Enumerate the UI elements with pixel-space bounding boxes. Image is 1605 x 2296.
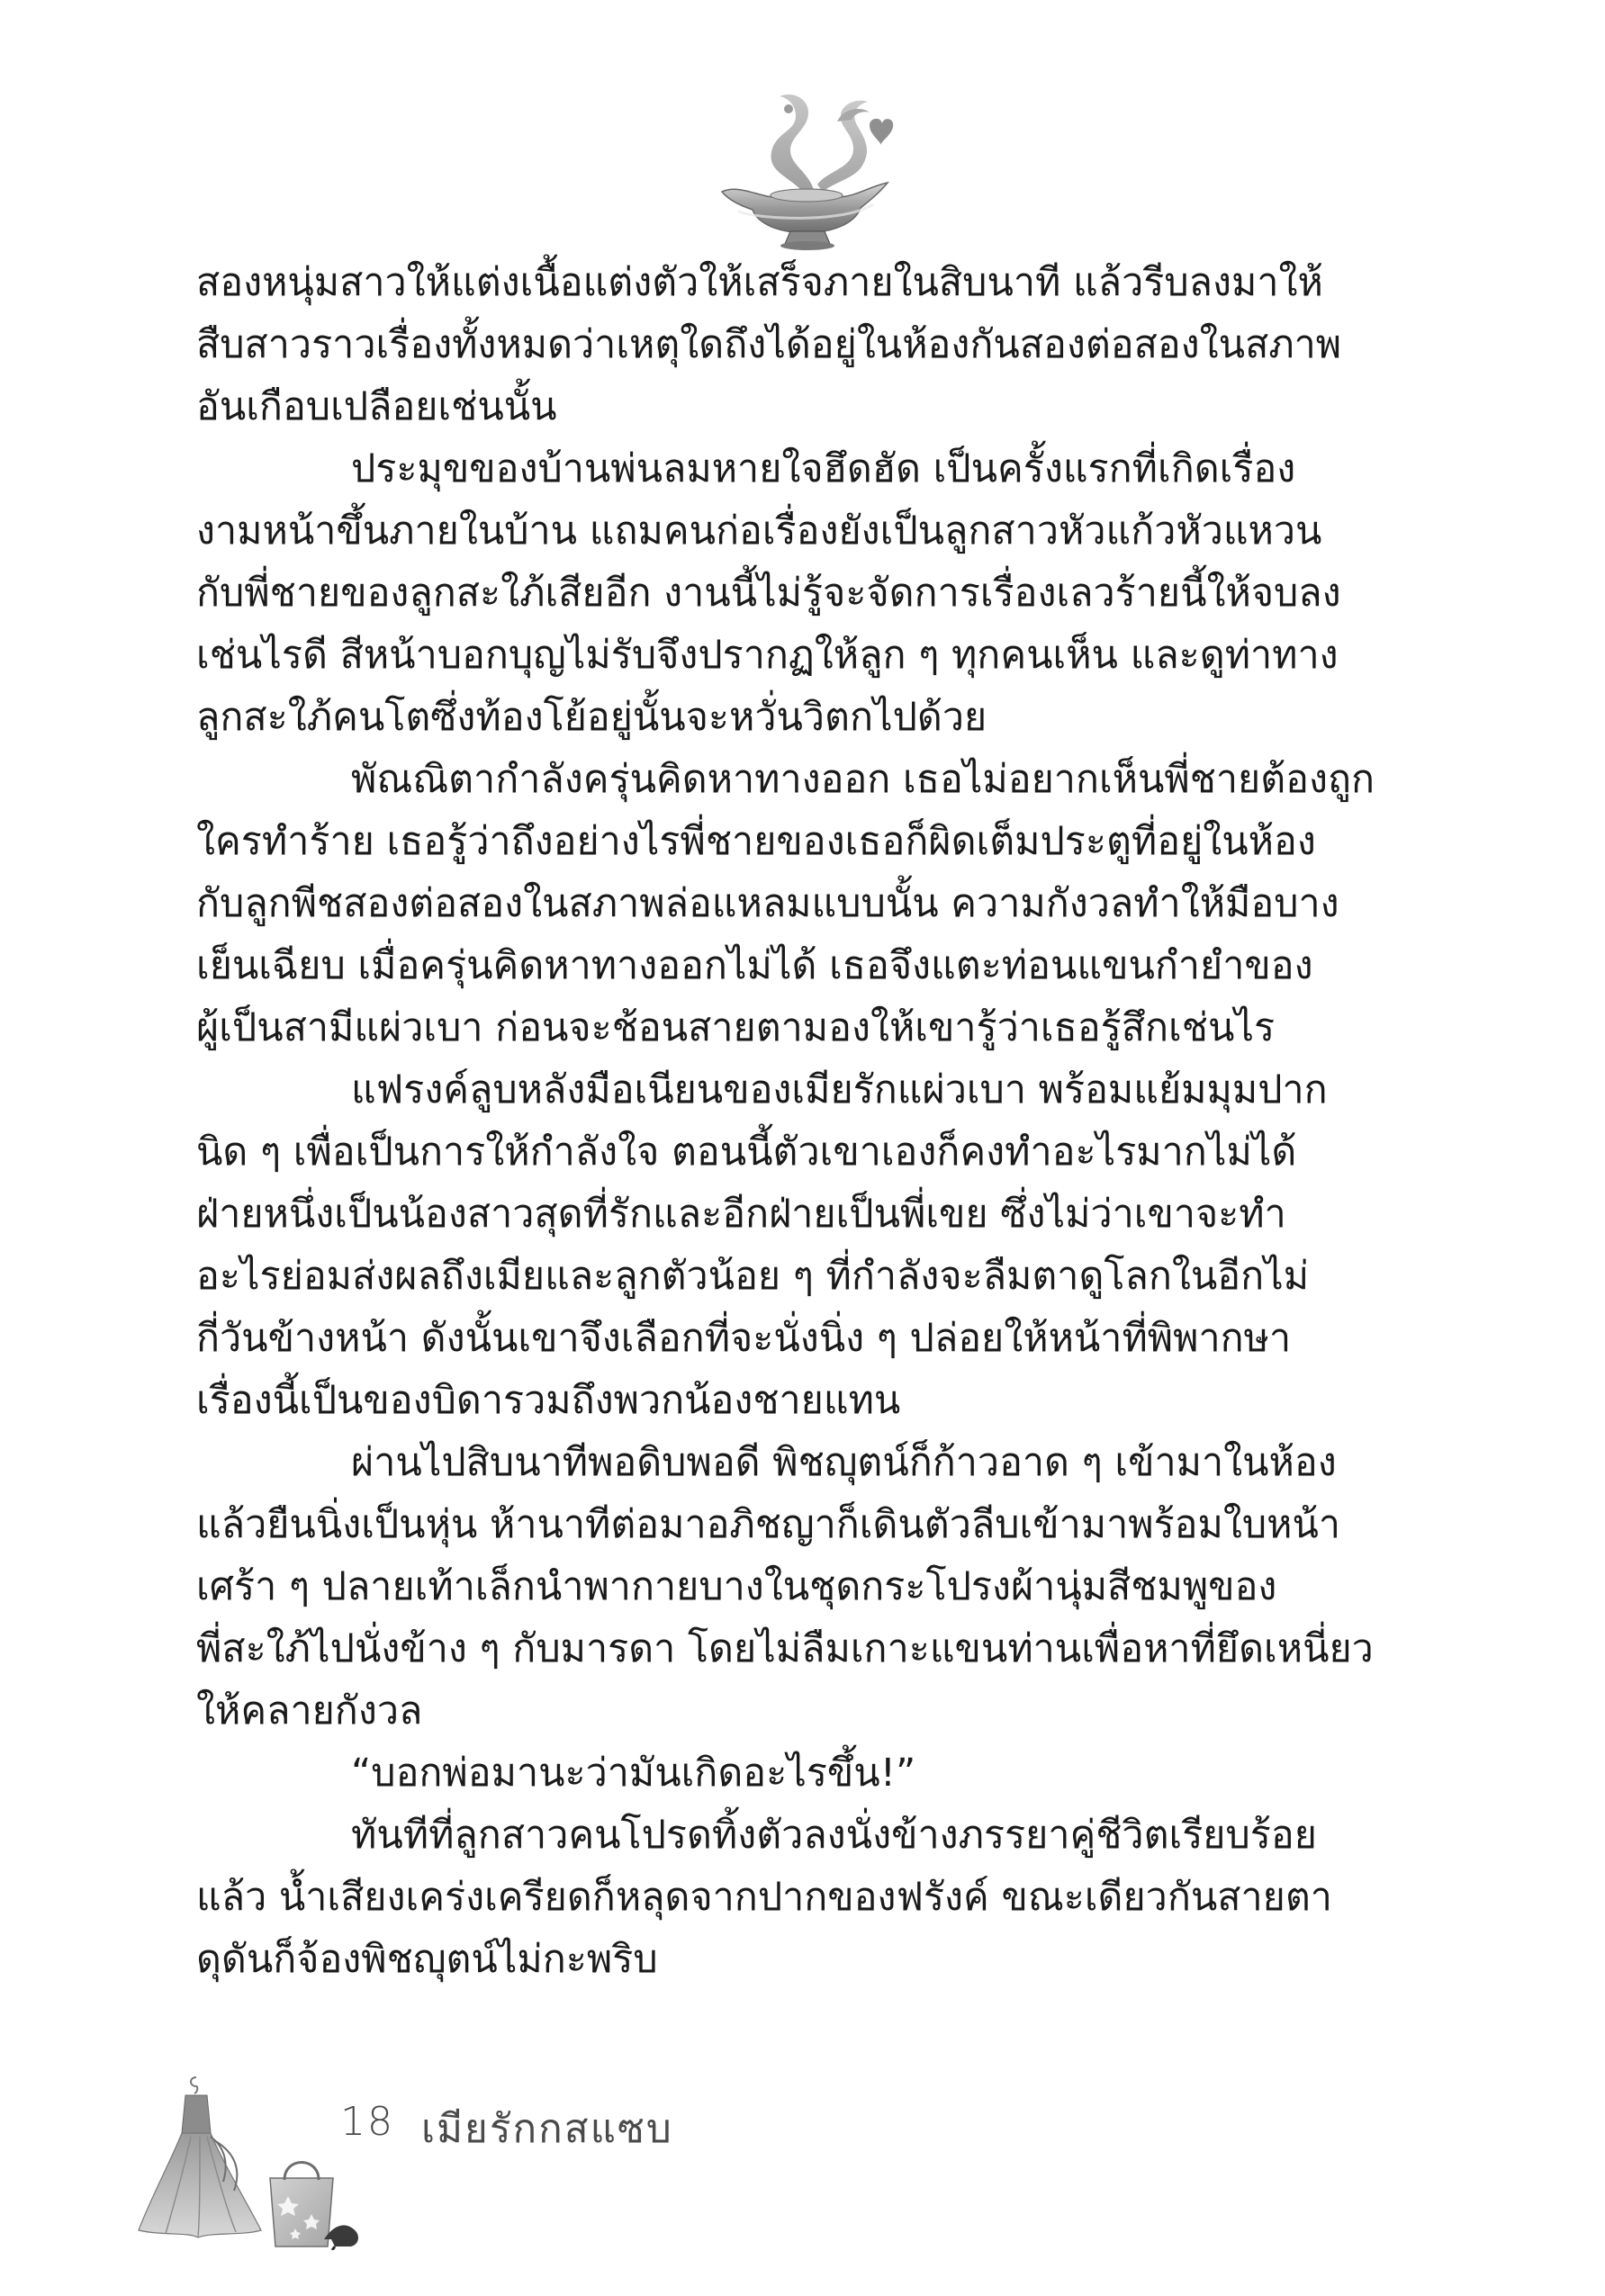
text-line: แล้ว น้ำเสียงเคร่งเครียดก็หลุดจากปากของฟรังค์ ขณะเดียวกันสายตา — [196, 1875, 1332, 1920]
text-line: อะไรย่อมส่งผลถึงเมียและลูกตัวน้อย ๆ ที่กำลังจะลืมตาดูโลกในอีกไม่ — [196, 1254, 1310, 1299]
paragraph — [196, 749, 1393, 1059]
text-line: ผู้เป็นสามีแผ่วเบา ก่อนจะช้อนสายตามองให้เขารู้ว่าเธอรู้สึกเช่นไร — [196, 1005, 1276, 1050]
paragraph — [196, 1059, 1393, 1432]
text-line: ฝ่ายหนึ่งเป็นน้องสาวสุดที่รักและอีกฝ่ายเป็นพี่เขย ซึ่งไม่ว่าเขาจะทำ — [196, 1192, 1286, 1237]
text-line: เย็นเฉียบ เมื่อครุ่นคิดหาทางออกไม่ได้ เธอจึงแตะท่อนแขนกำยำของ — [196, 943, 1313, 988]
dress-and-shopping-bag-icon — [135, 2070, 432, 2250]
text-line: สืบสาวราวเรื่องทั้งหมดว่าเหตุใดถึงได้อยู่ในห้องกันสองต่อสองในสภาพ — [196, 322, 1342, 367]
text-line: สองหนุ่มสาวให้แต่งเนื้อแต่งตัวให้เสร็จภายในสิบนาที แล้วรีบลงมาให้ — [196, 260, 1323, 305]
text-line: “บอกพ่อมานะว่ามันเกิดอะไรขึ้น!” — [351, 1751, 916, 1796]
text-line: อันเกือบเปลือยเช่นนั้น — [196, 384, 557, 429]
page-footer — [135, 2070, 765, 2250]
book-title: เมียรักกสแซบ — [421, 2106, 673, 2152]
paragraph — [196, 438, 1393, 749]
text-line: นิด ๆ เพื่อเป็นการให้กำลังใจ ตอนนี้ตัวเขาเองก็คงทำอะไรมากไม่ได้ — [196, 1130, 1297, 1175]
text-line: แล้วยืนนิ่งเป็นหุ่น ห้านาทีต่อมาอภิชญาก็เดินตัวลีบเข้ามาพร้อมใบหน้า — [196, 1502, 1341, 1547]
text-line: ผ่านไปสิบนาทีพอดิบพอดี พิชญุตน์ก็ก้าวอาด ๆ เข้ามาในห้อง — [351, 1440, 1337, 1485]
paragraph — [196, 1805, 1393, 1991]
text-line: แฟรงค์ลูบหลังมือเนียนของเมียรักแผ่วเบา พร้อมแย้มมุมปาก — [351, 1067, 1328, 1112]
text-line: เช่นไรดี สีหน้าบอกบุญไม่รับจึงปรากฏให้ลูก ๆ ทุกคนเห็น และดูท่าทาง — [196, 633, 1339, 678]
text-line: ใครทำร้าย เธอรู้ว่าถึงอย่างไรพี่ชายของเธอก็ผิดเต็มประตูที่อยู่ในห้อง — [196, 819, 1316, 864]
magic-lamp-icon — [702, 86, 909, 257]
paragraph — [196, 252, 1393, 438]
paragraph — [196, 1742, 1393, 1805]
text-line: งามหน้าขึ้นภายในบ้าน แถมคนก่อเรื่องยังเป็นลูกสาวหัวแก้วหัวแหวน — [196, 509, 1322, 554]
text-line: กี่วันข้างหน้า ดังนั้นเขาจึงเลือกที่จะนั่งนิ่ง ๆ ปล่อยให้หน้าที่พิพากษา — [196, 1316, 1292, 1361]
text-line: ดุดันก็จ้องพิชญุตน์ไม่กะพริบ — [196, 1937, 658, 1982]
text-line: พัณณิตากำลังครุ่นคิดหาทางออก เธอไม่อยากเห็นพี่ชายต้องถูก — [351, 757, 1375, 802]
text-line: เศร้า ๆ ปลายเท้าเล็กนำพากายบางในชุดกระโปรงผ้านุ่มสีชมพูของ — [196, 1564, 1277, 1609]
text-line: กับลูกพีชสองต่อสองในสภาพล่อแหลมแบบนั้น ความกังวลทำให้มือบาง — [196, 881, 1339, 926]
text-line: กับพี่ชายของลูกสะใภ้เสียอีก งานนี้ไม่รู้จะจัดการเรื่องเลวร้ายนี้ให้จบลง — [196, 571, 1341, 616]
text-line: พี่สะใภ้ไปนั่งข้าง ๆ กับมารดา โดยไม่ลืมเกาะแขนท่านเพื่อหาที่ยึดเหนี่ยว — [196, 1626, 1374, 1671]
text-line: เรื่องนี้เป็นของบิดารวมถึงพวกน้องชายแทน — [196, 1378, 901, 1423]
text-line: ให้คลายกังวล — [196, 1688, 423, 1733]
page-number: 18 — [340, 2099, 394, 2145]
text-line: ลูกสะใภ้คนโตซึ่งท้องโย้อยู่นั้นจะหวั่นวิตกไปด้วย — [196, 695, 987, 740]
text-line: ทันทีที่ลูกสาวคนโปรดทิ้งตัวลงนั่งข้างภรรยาคู่ชีวิตเรียบร้อย — [351, 1813, 1317, 1858]
body-text — [196, 252, 1393, 1991]
text-line: ประมุขของบ้านพ่นลมหายใจฮึดฮัด เป็นครั้งแรกที่เกิดเรื่อง — [351, 446, 1296, 491]
paragraph — [196, 1432, 1393, 1742]
